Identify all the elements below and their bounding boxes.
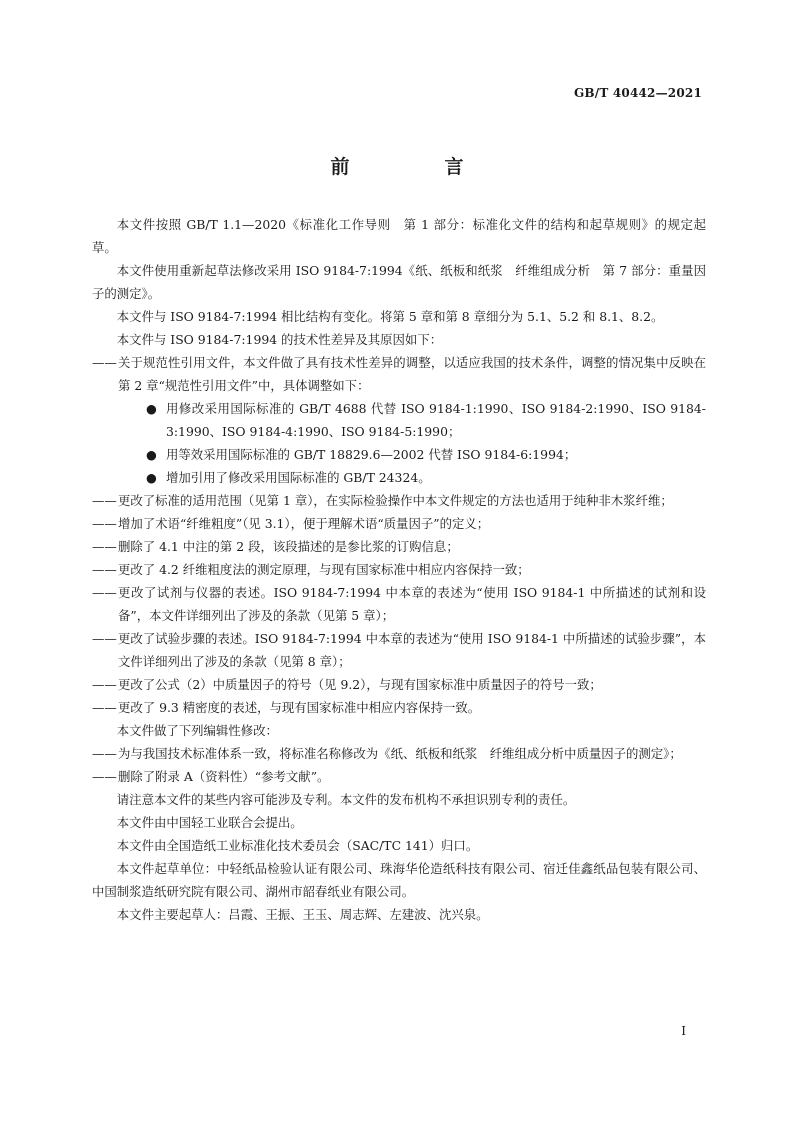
bullet-item-text: 用等效采用国际标准的 GB/T 18829.6—2002 代替 ISO 9184-6:1994； [166,447,577,462]
standard-code: GB/T 40442—2021 [573,86,702,100]
dash-list-item [92,581,706,627]
dash-list-item [92,696,706,719]
dash-marker: —— [92,746,117,761]
dash-item-text: 删除了 4.1 中注的第 2 段，该段描述的是参比浆的订购信息； [118,539,459,554]
dash-list-item [92,765,706,788]
dash-list-item [92,673,706,696]
paragraph: 本文件做了下列编辑性修改： [116,723,278,738]
dash-marker: —— [92,677,117,692]
dash-item-text: 更改了试验步骤的表述。ISO 9184-7:1994 中本章的表述为“使用 ISO 9184-1 中所描述的试验步骤”，本文件详细列出了涉及的条款（见第 8 章）； [118,631,706,669]
paragraph: 本文件由中国轻工业联合会提出。 [116,815,303,830]
dash-marker: —— [92,700,117,715]
paragraph: 本文件起草单位：中轻纸品检验认证有限公司、珠海华伦造纸科技有限公司、宿迁佳鑫纸品包装有限公司、中国制浆造纸研究院有限公司、湖州市韶春纸业有限公司。 [92,861,706,899]
bullet-list-item [92,443,706,466]
dash-list-item [92,489,706,512]
dash-item-text: 更改了公式（2）中质量因子的符号（见 9.2），与现有国家标准中质量因子的符号一致； [118,677,602,692]
paragraph: 请注意本文件的某些内容可能涉及专利。本文件的发布机构不承担识别专利的责任。 [116,792,576,807]
paragraph: 本文件由全国造纸工业标准化技术委员会（SAC/TC 141）归口。 [116,838,479,853]
paragraph: 本文件主要起草人：吕霞、王振、王玉、周志辉、左建波、沈兴泉。 [116,907,489,922]
page-title: 前 言 [330,156,502,178]
dash-item-text: 更改了试剂与仪器的表述。ISO 9184-7:1994 中本章的表述为“使用 ISO 9184-1 中所描述的试剂和设备”，本文件详细列出了涉及的条款（见第 5 章）； [118,585,706,623]
dash-list-item [92,512,706,535]
paragraph: 本文件按照 GB/T 1.1—2020《标准化工作导则 第 1 部分：标准化文件的结构和起草规则》的规定起草。 [92,217,706,255]
dash-marker: —— [92,493,117,508]
paragraph: 本文件与 ISO 9184-7:1994 的技术性差异及其原因如下： [116,332,443,347]
foreword-body [92,213,706,926]
dash-marker: —— [92,631,117,646]
bullet-list-item [92,397,706,443]
bullet-icon: ● [146,447,157,462]
bullet-item-text: 用修改采用国际标准的 GB/T 4688 代替 ISO 9184-1:1990、ISO 9184-2:1990、ISO 9184-3:1990、ISO 9184-4:1990、ISO 9184-5:1990； [166,401,706,439]
dash-list-item [92,558,706,581]
dash-item-text: 删除了附录 A（资料性）“参考文献”。 [118,769,330,784]
bullet-icon: ● [146,401,157,416]
dash-item-text: 增加了术语“纤维粗度”（见 3.1），便于理解术语“质量因子”的定义； [118,516,490,531]
dash-item-text: 更改了 4.2 纤维粗度法的测定原理，与现有国家标准中相应内容保持一致； [118,562,530,577]
dash-marker: —— [92,585,117,600]
bullet-list-item [92,466,706,489]
dash-item-text: 为与我国技术标准体系一致，将标准名称修改为《纸、纸板和纸浆 纤维组成分析中质量因子的测定》； [118,746,682,761]
dash-item-text: 关于规范性引用文件，本文件做了具有技术性差异的调整，以适应我国的技术条件，调整的情况集中反映在第 2 章“规范性引用文件”中，具体调整如下： [118,355,706,393]
dash-marker: —— [92,516,117,531]
dash-marker: —— [92,562,117,577]
dash-marker: —— [92,769,117,784]
dash-item-text: 更改了标准的适用范围（见第 1 章），在实际检验操作中本文件规定的方法也适用于纯种非木浆纤维； [118,493,673,508]
dash-list-item [92,351,706,397]
dash-marker: —— [92,355,117,370]
dash-item-text: 更改了 9.3 精密度的表述，与现有国家标准中相应内容保持一致。 [118,700,481,715]
dash-list-item [92,535,706,558]
page-number: I [681,1024,686,1038]
paragraph: 本文件使用重新起草法修改采用 ISO 9184-7:1994《纸、纸板和纸浆 纤维组成分析 第 7 部分：重量因子的测定》。 [92,263,706,301]
dash-marker: —— [92,539,117,554]
dash-list-item [92,627,706,673]
dash-list-item [92,742,706,765]
bullet-item-text: 增加引用了修改采用国际标准的 GB/T 24324。 [166,470,431,485]
bullet-icon: ● [146,470,157,485]
paragraph: 本文件与 ISO 9184-7:1994 相比结构有变化。将第 5 章和第 8 章细分为 5.1、5.2 和 8.1、8.2。 [116,309,664,324]
